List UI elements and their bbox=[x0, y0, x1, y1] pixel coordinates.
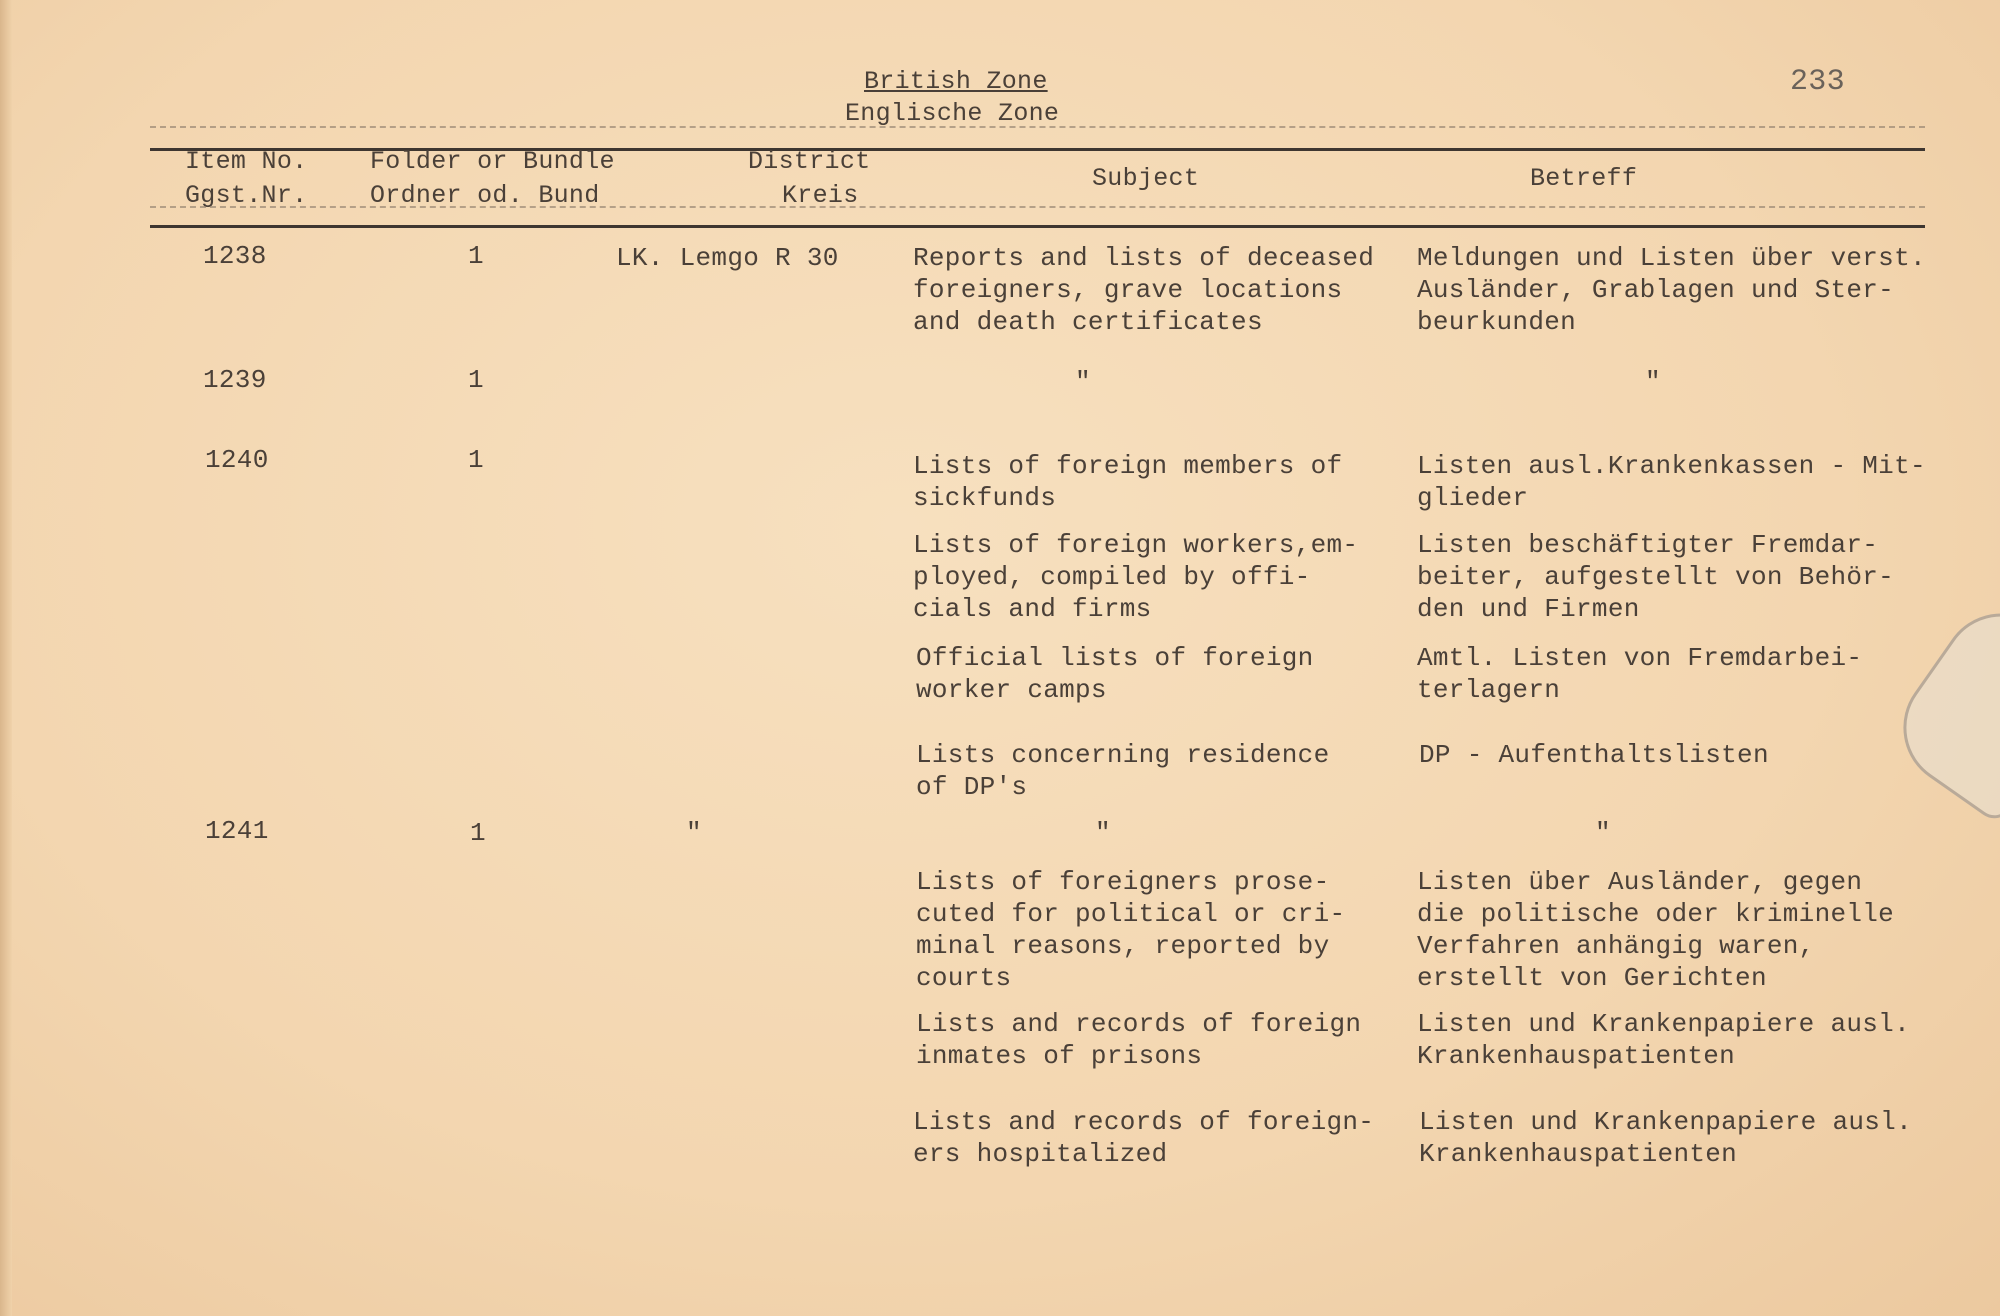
item-number: 1238 bbox=[203, 241, 267, 271]
col-district-de: Kreis bbox=[782, 181, 859, 210]
item-number: 1241 bbox=[205, 816, 269, 846]
betreff: Listen ausl.Krankenkassen - Mit- glieder bbox=[1417, 451, 1926, 513]
col-subject: Subject bbox=[1092, 164, 1200, 193]
page-number: 233 bbox=[1790, 65, 1845, 99]
subject: Lists of foreign members of sickfunds bbox=[913, 451, 1343, 513]
paper-clip bbox=[1880, 590, 2000, 826]
betreff: Amtl. Listen von Fremdarbei- terlagern bbox=[1417, 643, 1863, 705]
col-betreff: Betreff bbox=[1530, 164, 1638, 193]
subject: Lists of foreigners prose- cuted for political or cri- minal reasons, reported by courts bbox=[916, 867, 1346, 993]
betreff: Listen und Krankenpapiere ausl. Krankenhauspatienten bbox=[1419, 1107, 1912, 1169]
header-divider bbox=[150, 126, 1925, 128]
subject: Reports and lists of deceased foreigners, grave locations and death certificates bbox=[913, 243, 1375, 337]
subject: Lists and records of foreign- ers hospitalized bbox=[913, 1107, 1375, 1169]
col-item-de: Ggst.Nr. bbox=[185, 181, 308, 210]
subject: Lists concerning residence of DP's bbox=[916, 740, 1330, 802]
page-edge bbox=[0, 0, 12, 1316]
folder-number: 1 bbox=[468, 241, 484, 271]
betreff: " bbox=[1595, 818, 1611, 848]
col-item-en: Item No. bbox=[185, 147, 308, 176]
folder-number: 1 bbox=[468, 365, 484, 395]
item-number: 1240 bbox=[205, 445, 269, 475]
betreff: DP - Aufenthaltslisten bbox=[1419, 740, 1769, 770]
zone-title-en: British Zone bbox=[864, 67, 1048, 96]
table-header-rule bbox=[150, 225, 1925, 228]
district: " bbox=[686, 818, 702, 848]
betreff: Listen über Ausländer, gegen die politische oder kriminelle Verfahren anhängig waren, erstellt von Gerichten bbox=[1417, 867, 1895, 993]
betreff: Listen beschäftigter Fremdar- beiter, aufgestellt von Behör- den und Firmen bbox=[1417, 530, 1895, 624]
betreff: Meldungen und Listen über verst. Ausländer, Grablagen und Ster- beurkunden bbox=[1417, 243, 1926, 337]
folder-number: 1 bbox=[470, 818, 486, 848]
subject: " bbox=[1095, 818, 1111, 848]
subject: " bbox=[1075, 367, 1091, 397]
col-folder-en: Folder or Bundle bbox=[370, 147, 615, 176]
zone-title-de: Englische Zone bbox=[845, 99, 1060, 128]
betreff: " bbox=[1645, 367, 1661, 397]
district: LK. Lemgo R 30 bbox=[616, 243, 839, 273]
item-number: 1239 bbox=[203, 365, 267, 395]
folder-number: 1 bbox=[468, 445, 484, 475]
col-district-en: District bbox=[748, 147, 871, 176]
betreff: Listen und Krankenpapiere ausl. Krankenhauspatienten bbox=[1417, 1009, 1910, 1071]
header-underline bbox=[150, 206, 1925, 208]
col-folder-de: Ordner od. Bund bbox=[370, 181, 600, 210]
subject: Official lists of foreign worker camps bbox=[916, 643, 1314, 705]
subject: Lists of foreign workers,em- ployed, compiled by offi- cials and firms bbox=[913, 530, 1359, 624]
subject: Lists and records of foreign inmates of prisons bbox=[916, 1009, 1362, 1071]
